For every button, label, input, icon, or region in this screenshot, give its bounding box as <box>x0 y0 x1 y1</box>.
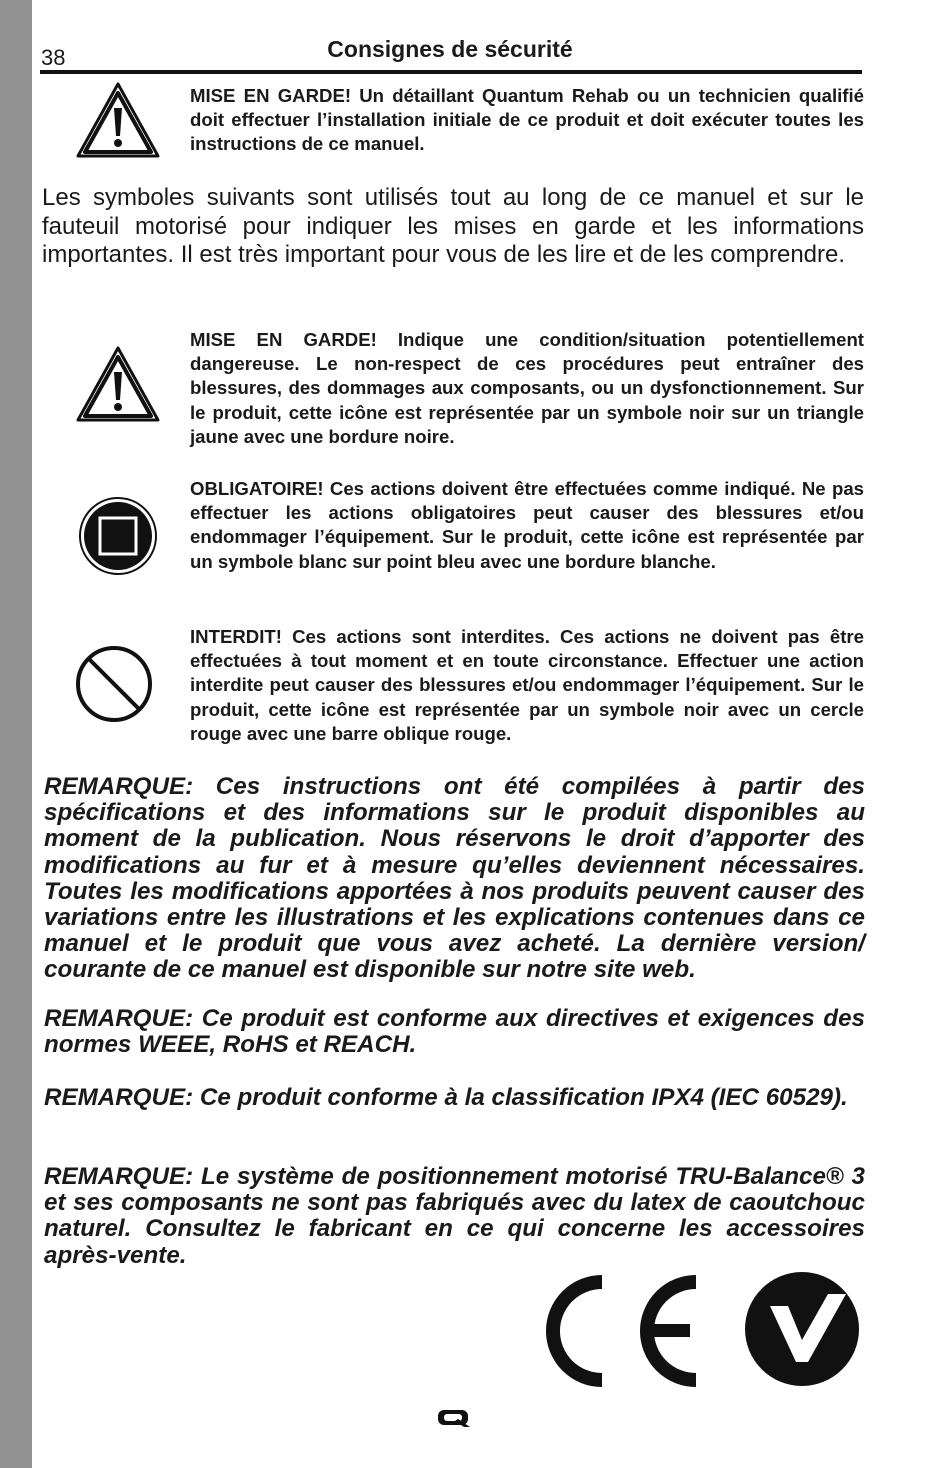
symbol-mandatory-text: OBLIGATOIRE! Ces actions doivent être effectuées comme indiqué. Ne pas effectuer les actions obligatoires peut causer des blessures et/ou endommager l’équipement. Sur le produit, cette icône est représentée par un symbole blanc sur point bleu avec une bordure blanche. <box>190 478 864 572</box>
prohibited-icon <box>74 644 154 724</box>
ce-mark <box>544 1274 704 1388</box>
symbol-prohibited-text: INTERDIT! Ces actions sont interdites. Ces actions ne doivent pas être effectuées à tout moment et en toute circonstance. Effectuer une action interdite peut causer des blessures et/ou endommager l’équipement. Sur le produit, cette icône est représentée par un symbole noir avec un cercle rouge avec une barre oblique rouge. <box>190 626 864 744</box>
remark-latex: REMARQUE: Le système de positionnement motorisé TRU-Balance® 3 et ses composants ne sont pas fabriqués avec du latex de caoutchouc naturel. Consultez le fabricant en ce qui concerne les accessoires après-vente. <box>44 1163 865 1269</box>
quantum-logo <box>436 1408 472 1428</box>
symbol-warning-text: MISE EN GARDE! Indique une condition/situation potentiellement dangereuse. Le non-respect de ces procédures peut entraîner des blessures, des dommages aux composants, ou un dysfonctionnement. Sur le produit, cette icône est représentée par un symbole noir sur un triangle jaune avec une bordure noire. <box>190 329 864 447</box>
remark-ipx4: REMARQUE: Ce produit conforme à la classification IPX4 (IEC 60529). <box>44 1084 848 1111</box>
page-number: 38 <box>41 45 66 70</box>
page-title: Consignes de sécurité <box>327 36 573 62</box>
warning-triangle-icon <box>74 80 162 162</box>
intro-paragraph: Les symboles suivants sont utilisés tout au long de ce manuel et sur le fauteuil motorisé pour indiquer les mises en garde et les informations importantes. Il est très important pour vous de les lire et de les comprendre. <box>42 184 864 269</box>
top-warning-text: MISE EN GARDE! Un détaillant Quantum Rehab ou un technicien qualifié doit effectuer l’installation initiale de ce produit et doit exécuter toutes les instructions de ce manuel. <box>190 85 864 155</box>
remark-standards: REMARQUE: Ce produit est conforme aux directives et exigences des normes WEEE, RoHS et REACH. <box>44 1005 865 1059</box>
mandatory-circle-icon <box>78 496 158 576</box>
remark-publication: REMARQUE: Ces instructions ont été compilées à partir des spécifications et des informations sur le produit disponibles au moment de la publication. Nous réservons le droit d’apporter des modifications au fur et à mesure qu’elles deviennent nécessaires. Toutes les modifications apportées à nos produits peuvent causer des variations entre les illustrations et les explications contenues dans ce manuel et le produit que vous avez acheté. La dernière version/ courante de ce manuel est disponible sur notre site web. <box>44 773 865 984</box>
page-side-bar <box>0 0 32 1468</box>
header-divider <box>40 70 862 74</box>
warning-triangle-icon <box>74 344 162 426</box>
check-v-circle-icon <box>742 1270 864 1388</box>
